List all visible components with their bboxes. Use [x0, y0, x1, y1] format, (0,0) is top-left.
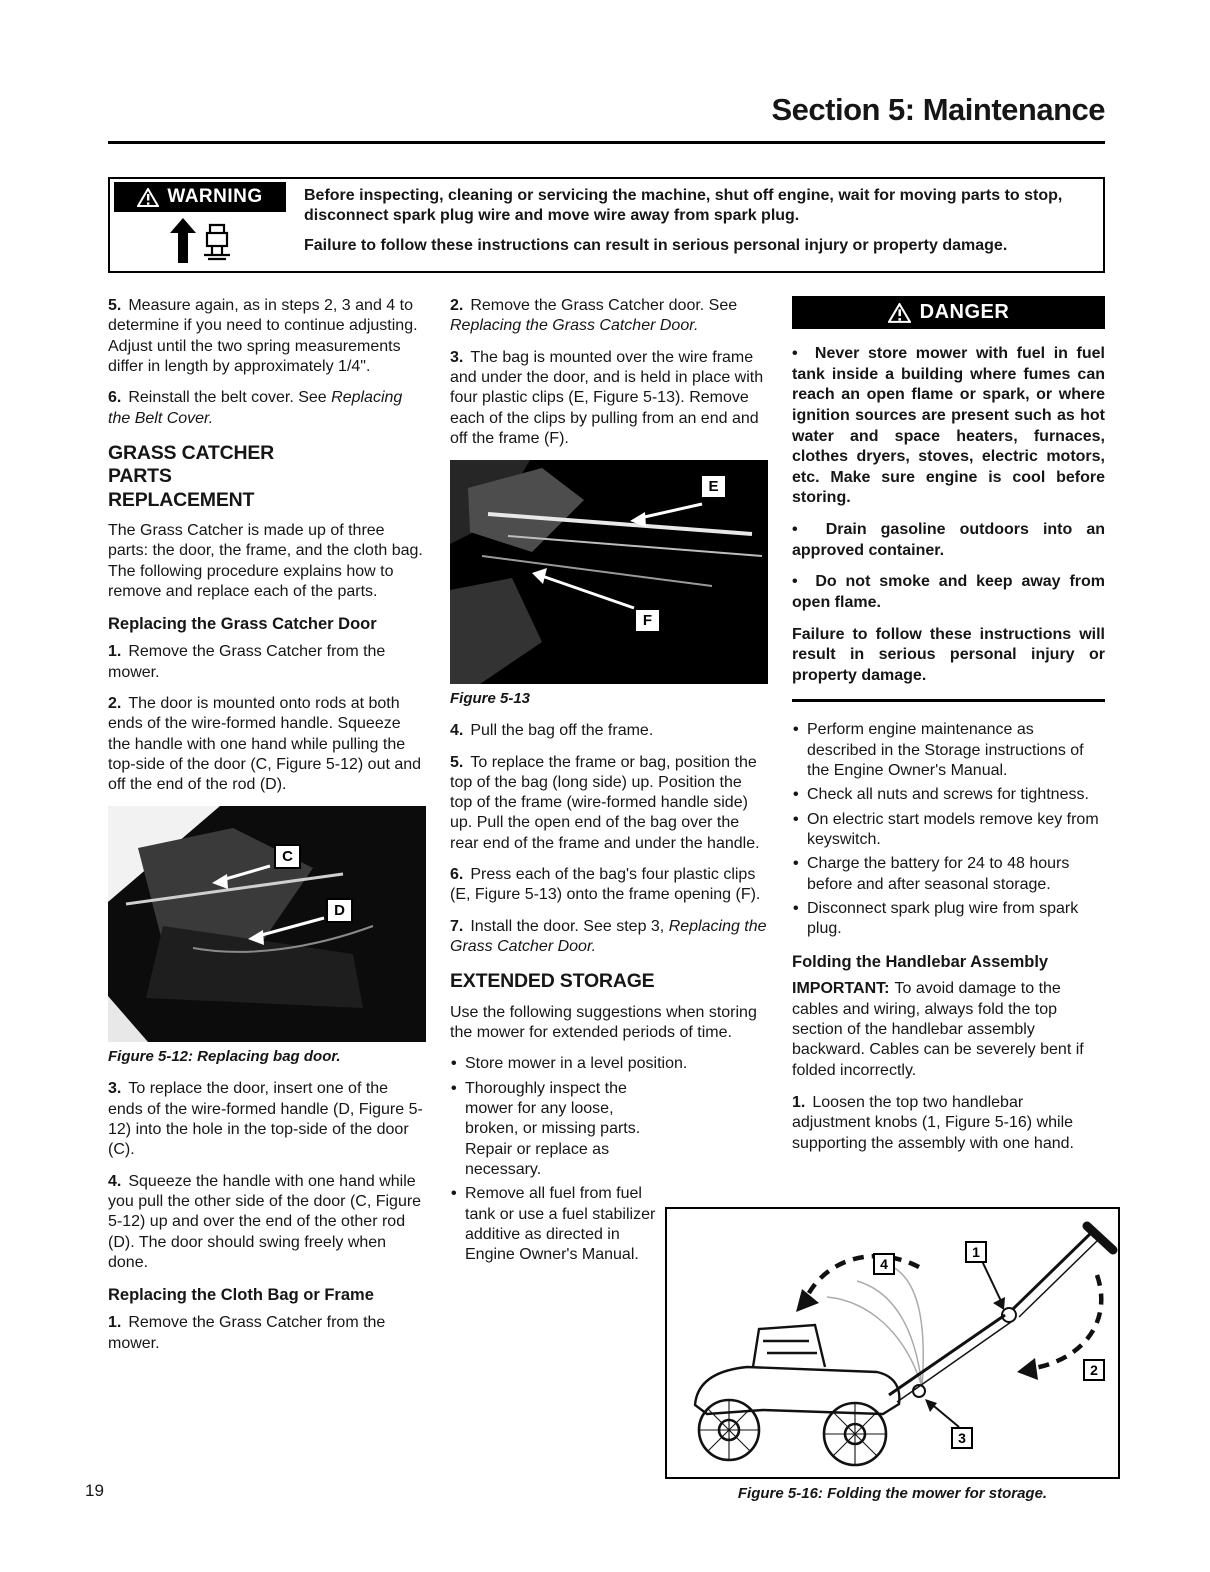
- step-number: 6.: [108, 389, 122, 407]
- warning-label: WARNING: [167, 186, 263, 207]
- figure-5-16: [665, 1207, 1120, 1502]
- cross-reference: Replacing the Grass Catcher Door.: [450, 317, 699, 335]
- step-number: 3.: [108, 1080, 122, 1098]
- step-number: 5.: [450, 753, 464, 771]
- step-paragraph: [108, 694, 426, 796]
- danger-bullet: • Do not smoke and keep away from open flame.: [792, 572, 1105, 613]
- step-paragraph: [450, 348, 768, 450]
- figure-5-16-illustration: [667, 1209, 1118, 1477]
- step-number: 2.: [108, 694, 122, 712]
- section-heading-grass-catcher: GRASS CATCHER PARTS REPLACEMENT: [108, 441, 275, 511]
- step-text: Install the door. See step 3,: [470, 917, 665, 935]
- list-item: • Charge the battery for 24 to 48 hours before and after seasonal storage.: [792, 854, 1105, 895]
- subheading-folding-handlebar: Folding the Handlebar Assembly: [792, 952, 1049, 971]
- step-text: To replace the door, insert one of the ends of the wire-formed handle (D, Figure 5-12) into the hole in the top-side of the door (C).: [108, 1080, 423, 1159]
- figure-5-13-caption: Figure 5-13: [450, 690, 531, 708]
- step-text: The door is mounted onto rods at both ends of the wire-formed handle. Squeeze the handle with one hand while pulling the top-side of the door (C, Figure 5-12) out and off the end of the rod (D).: [108, 694, 422, 794]
- step-paragraph: [450, 865, 768, 906]
- step-text: Remove the Grass Catcher from the mower.: [108, 1314, 386, 1352]
- step-number: 3.: [450, 348, 464, 366]
- danger-bullet: • Never store mower with fuel in fuel tank inside a building where fumes can reach an open flame or spark, or where ignition sources are present such as hot water and space heaters, furnaces, clothes dryers, stoves, electric motors, etc. Make sure engine is cool before storing.: [792, 344, 1105, 509]
- step-text: The bag is mounted over the wire frame and under the door, and is held in place with four plastic clips (E, Figure 5-13). Remove each of the clips by pulling from an end and off the frame (F).: [450, 348, 764, 447]
- step-number: 5.: [108, 297, 122, 314]
- step-number: 2.: [450, 297, 464, 314]
- list-item: • Remove all fuel from fuel tank or use a fuel stabilizer additive as directed in Engine Owner's Manual.: [450, 1184, 664, 1265]
- figure-label-2: 2: [1083, 1359, 1105, 1381]
- step-number: 4.: [108, 1172, 122, 1190]
- figure-label-E: E: [700, 474, 727, 499]
- important-note: [792, 979, 1105, 1081]
- figure-5-13: [450, 460, 768, 684]
- step-paragraph: [108, 642, 426, 683]
- step-paragraph: [108, 296, 426, 377]
- figure-label-C: C: [274, 844, 301, 869]
- step-text: Pull the bag off the frame.: [470, 722, 654, 740]
- figure-5-12-caption: Figure 5-12: Replacing bag door.: [108, 1048, 341, 1066]
- figure-5-12-photo: [108, 806, 426, 1042]
- list-item: • Thoroughly inspect the mower for any loose, broken, or missing parts. Repair or replace as necessary.: [450, 1079, 664, 1181]
- step-text: Press each of the bag's four plastic clips (E, Figure 5-13) onto the frame opening (F).: [450, 866, 761, 904]
- step-paragraph: [108, 388, 426, 429]
- step-text: Remove the Grass Catcher from the mower.: [108, 643, 386, 681]
- danger-triangle-icon: [888, 303, 911, 323]
- figure-label-F: F: [634, 608, 661, 633]
- important-label: IMPORTANT:: [792, 980, 890, 998]
- step-number: 1.: [792, 1094, 806, 1112]
- subheading-replacing-bag: Replacing the Cloth Bag or Frame: [108, 1286, 374, 1305]
- warning-box: [108, 177, 1105, 273]
- list-item: • Check all nuts and screws for tightness.: [792, 785, 1105, 805]
- step-text: Remove the Grass Catcher door. See: [470, 297, 738, 314]
- danger-banner: [792, 296, 1105, 329]
- column-left: [108, 296, 426, 1365]
- important-text: To avoid damage to the cables and wiring, always fold the top section of the handlebar assembly backward. Cables can be severely bent if folded incorrectly.: [792, 980, 1084, 1079]
- step-paragraph: [108, 1313, 426, 1354]
- step-paragraph: [108, 1172, 426, 1274]
- column-right: [792, 296, 1105, 1165]
- list-item: • Store mower in a level position.: [450, 1054, 768, 1074]
- step-number: 1.: [108, 643, 122, 661]
- figure-label-3: 3: [951, 1427, 973, 1449]
- page-number: 19: [85, 1481, 104, 1500]
- step-paragraph: [792, 1093, 1105, 1154]
- cross-reference: Replacing the Belt Cover.: [108, 389, 403, 427]
- warning-box-left: [110, 179, 290, 271]
- danger-label: DANGER: [919, 300, 1010, 323]
- warning-text-2: Failure to follow these instructions can result in serious personal injury or property damage.: [304, 236, 1008, 254]
- step-text: To replace the frame or bag, position the top of the bag (long side) up. Position the top of the frame (wire-formed handle side) up. Pull the open end of the bag over the rear end of the frame and under the handle.: [450, 753, 760, 852]
- cross-reference: Replacing the Grass Catcher Door.: [450, 917, 767, 956]
- list-item: • On electric start models remove key from keyswitch.: [792, 810, 1105, 851]
- warning-text-block: [290, 179, 1103, 271]
- figure-label-1: 1: [965, 1241, 987, 1263]
- figure-label-D: D: [326, 898, 353, 923]
- step-number: 1.: [108, 1314, 122, 1332]
- list-item: • Disconnect spark plug wire from spark plug.: [792, 899, 1105, 940]
- danger-bullet: • Drain gasoline outdoors into an approved container.: [792, 520, 1105, 561]
- figure-5-16-drawing: [665, 1207, 1120, 1479]
- step-paragraph: [450, 721, 768, 741]
- body-paragraph: The Grass Catcher is made up of three parts: the door, the frame, and the cloth bag. The following procedure explains how to remove and replace each of the parts.: [108, 522, 423, 600]
- spark-plug-icon: [164, 212, 236, 268]
- warning-triangle-icon: [137, 188, 159, 207]
- page-title: Section 5: Maintenance: [771, 92, 1105, 127]
- body-paragraph: Use the following suggestions when storing the mower for extended periods of time.: [450, 1003, 757, 1042]
- step-paragraph: [108, 1079, 426, 1160]
- step-text: Reinstall the belt cover. See: [128, 389, 327, 407]
- maintenance-checklist: [792, 720, 1105, 939]
- step-text: Loosen the top two handlebar adjustment knobs (1, Figure 5-16) while supporting the assembly with one hand.: [792, 1094, 1074, 1152]
- section-heading-extended-storage: EXTENDED STORAGE: [450, 970, 655, 993]
- warning-banner: [114, 182, 286, 212]
- step-text: Squeeze the handle with one hand while you pull the other side of the door (C, Figure 5-12) up and over the end of the other rod (D). The door should swing freely when done.: [108, 1172, 422, 1271]
- step-paragraph: [450, 296, 768, 337]
- danger-rule: [792, 699, 1105, 702]
- step-number: 4.: [450, 722, 464, 740]
- step-number: 6.: [450, 866, 464, 884]
- step-paragraph: [450, 917, 768, 958]
- danger-closing-text: Failure to follow these instructions will result in serious personal injury or property damage.: [792, 625, 1105, 684]
- step-number: 7.: [450, 917, 464, 935]
- figure-5-12: [108, 806, 426, 1042]
- spark-plug-pictogram: [164, 215, 236, 265]
- list-item: • Perform engine maintenance as described in the Storage instructions of the Engine Owner's Manual.: [792, 720, 1105, 781]
- step-paragraph: [450, 753, 768, 855]
- figure-label-4: 4: [873, 1253, 895, 1275]
- subheading-replacing-door: Replacing the Grass Catcher Door: [108, 615, 377, 634]
- figure-5-16-caption: Figure 5-16: Folding the mower for storage.: [737, 1485, 1048, 1502]
- step-text: Measure again, as in steps 2, 3 and 4 to determine if you need to continue adjusting. Adjust until the two spring measurements differ in length by approximately 1/4".: [108, 297, 418, 375]
- warning-text-1: Before inspecting, cleaning or servicing the machine, shut off engine, wait for moving parts to stop, disconnect spark plug wire and move wire away from spark plug.: [304, 187, 1063, 225]
- column-middle: [450, 296, 768, 1276]
- header-rule: [108, 141, 1105, 144]
